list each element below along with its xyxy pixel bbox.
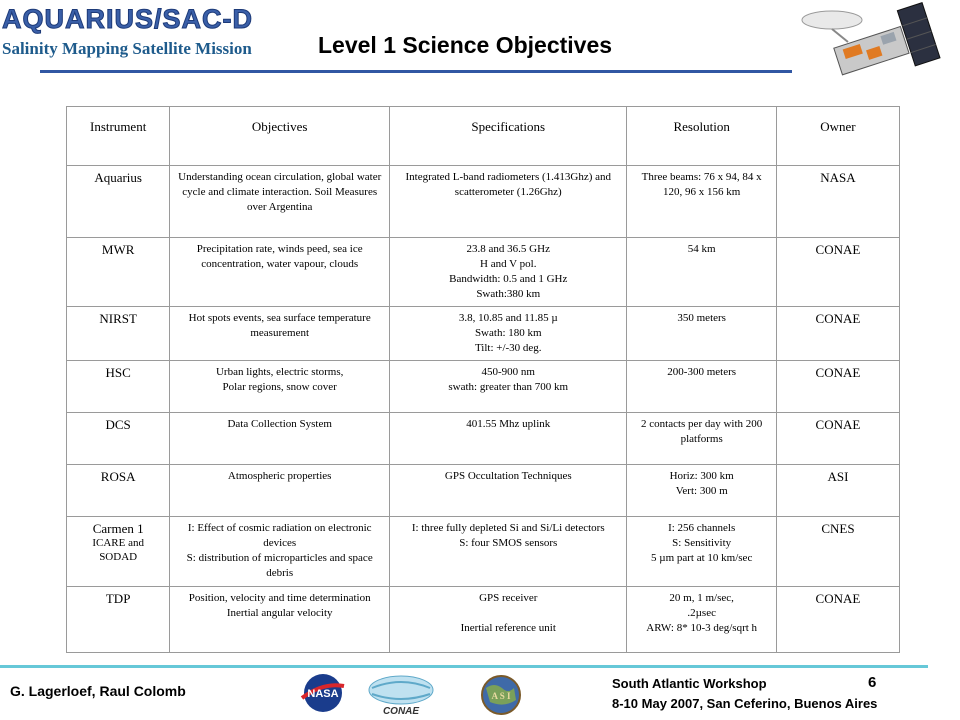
instrument-name: NIRST [99, 311, 137, 326]
cell-objectives [170, 587, 390, 653]
table-row [67, 307, 900, 361]
cell-resolution [627, 238, 776, 307]
cell-objectives [170, 413, 390, 465]
cell-resolution-text: 350 meters [677, 312, 726, 324]
cell-owner-text: CONAE [815, 417, 861, 432]
svg-text:A S I: A S I [491, 691, 511, 701]
header-rule [40, 70, 792, 73]
cell-specifications-text: 3.8, 10.85 and 11.85 µ Swath: 180 km Tilt: +/-30 deg. [458, 312, 558, 354]
column-header-instrument: Instrument [67, 107, 170, 166]
workshop-info [612, 674, 877, 714]
authors: G. Lagerloef, Raul Colomb [10, 683, 186, 699]
cell-specifications-text: I: three fully depleted Si and Si/Li detectors S: four SMOS sensors [411, 522, 605, 549]
cell-specifications [390, 587, 627, 653]
table-row [67, 517, 900, 587]
workshop-name: South Atlantic Workshop [612, 676, 767, 691]
cell-resolution [627, 413, 776, 465]
cell-owner [776, 307, 899, 361]
cell-objectives [170, 307, 390, 361]
cell-instrument [67, 238, 170, 307]
page-number: 6 [868, 674, 877, 691]
table-row [67, 238, 900, 307]
cell-owner [776, 238, 899, 307]
cell-resolution [627, 307, 776, 361]
logo-text: AQUARIUS/SAC-D [2, 4, 254, 34]
cell-specifications-text: 450-900 nm swath: greater than 700 km [448, 366, 569, 393]
cell-owner [776, 465, 899, 517]
workshop-date-place: 8-10 May 2007, San Ceferino, Buenos Aires [612, 696, 878, 711]
cell-resolution-text: 200-300 meters [667, 366, 737, 378]
cell-owner-text: ASI [827, 469, 849, 484]
cell-owner-text: CONAE [815, 311, 861, 326]
cell-specifications [390, 465, 627, 517]
cell-owner-text: NASA [820, 170, 856, 185]
cell-objectives [170, 238, 390, 307]
cell-owner-text: CONAE [815, 365, 861, 380]
svg-text:CONAE: CONAE [382, 706, 420, 716]
instrument-name: DCS [105, 417, 131, 432]
cell-resolution-text: Three beams: 76 x 94, 84 x 120, 96 x 156 km [641, 171, 762, 198]
cell-resolution [627, 166, 776, 238]
table-header-row [67, 107, 900, 166]
instrument-subname: ICARE and SODAD [92, 537, 144, 563]
cell-resolution [627, 465, 776, 517]
column-header-specifications: Specifications [390, 107, 627, 166]
cell-owner-text: CNES [821, 521, 855, 536]
cell-specifications-text: GPS Occultation Techniques [444, 470, 572, 482]
cell-instrument [67, 465, 170, 517]
cell-objectives [170, 517, 390, 587]
conae-logo [366, 674, 436, 716]
table-row [67, 587, 900, 653]
cell-objectives-text: Atmospheric properties [227, 470, 332, 482]
cell-objectives-text: Urban lights, electric storms, Polar regions, snow cover [215, 366, 344, 393]
cell-objectives-text: Data Collection System [227, 418, 332, 430]
cell-specifications [390, 361, 627, 413]
cell-owner [776, 413, 899, 465]
cell-objectives-text: Position, velocity and time determination Inertial angular velocity [188, 592, 371, 619]
cell-instrument [67, 587, 170, 653]
cell-specifications-text: 401.55 Mhz uplink [466, 418, 551, 430]
cell-resolution-text: Horiz: 300 km Vert: 300 m [669, 470, 734, 497]
table-row [67, 361, 900, 413]
cell-resolution [627, 517, 776, 587]
instrument-name: HSC [105, 365, 131, 380]
cell-resolution-text: I: 256 channels S: Sensitivity 5 µm part at 10 km/sec [650, 522, 753, 564]
cell-objectives [170, 465, 390, 517]
cell-specifications [390, 307, 627, 361]
table-row [67, 465, 900, 517]
cell-resolution-text: 2 contacts per day with 200 platforms [641, 418, 763, 445]
cell-specifications [390, 238, 627, 307]
cell-specifications [390, 517, 627, 587]
cell-instrument [67, 166, 170, 238]
cell-specifications [390, 166, 627, 238]
cell-specifications-text: 23.8 and 36.5 GHz H and V pol. Bandwidth: 0.5 and 1 GHz Swath:380 km [449, 243, 568, 300]
cell-owner [776, 166, 899, 238]
aquarius-sacd-logo [2, 0, 302, 38]
instrument-name: Aquarius [94, 170, 142, 185]
cell-objectives [170, 361, 390, 413]
instrument-name: MWR [101, 242, 135, 257]
cell-objectives-text: Understanding ocean circulation, global water cycle and climate interaction. Soil Measures over Argentina [178, 171, 382, 213]
column-header-objectives: Objectives [170, 107, 390, 166]
cell-specifications [390, 413, 627, 465]
mission-subtitle: Salinity Mapping Satellite Mission [2, 39, 252, 58]
cell-instrument [67, 361, 170, 413]
cell-instrument [67, 307, 170, 361]
page-title: Level 1 Science Objectives [318, 32, 613, 58]
cell-resolution [627, 361, 776, 413]
cell-resolution [627, 587, 776, 653]
cell-objectives [170, 166, 390, 238]
cell-resolution-text: 54 km [687, 243, 716, 255]
table-row [67, 413, 900, 465]
table-row [67, 166, 900, 238]
cell-objectives-text: Precipitation rate, winds peed, sea ice concentration, water vapour, clouds [196, 243, 363, 270]
cell-objectives-text: I: Effect of cosmic radiation on electronic devices S: distribution of microparticles and space debris [186, 522, 373, 579]
column-header-owner: Owner [776, 107, 899, 166]
instrument-name: ROSA [100, 469, 136, 484]
cell-owner [776, 587, 899, 653]
cell-owner-text: CONAE [815, 242, 861, 257]
cell-specifications-text: Integrated L-band radiometers (1.413Ghz) and scatterometer (1.26Ghz) [405, 171, 612, 198]
asi-logo [474, 674, 528, 716]
nasa-logo [298, 672, 348, 714]
cell-resolution-text: 20 m, 1 m/sec, .2µsec ARW: 8* 10-3 deg/sqrt h [646, 592, 758, 634]
science-objectives-table [66, 106, 900, 653]
cell-owner-text: CONAE [815, 591, 861, 606]
instrument-name: Carmen 1 [92, 521, 144, 536]
cell-owner [776, 517, 899, 587]
cell-specifications-text: GPS receiver Inertial reference unit [460, 592, 556, 634]
footer-rule [0, 665, 928, 668]
cell-objectives-text: Hot spots events, sea surface temperature measurement [188, 312, 371, 339]
svg-text:NASA: NASA [307, 688, 339, 700]
column-header-resolution: Resolution [627, 107, 776, 166]
cell-instrument [67, 413, 170, 465]
instrument-name: TDP [105, 591, 131, 606]
cell-owner [776, 361, 899, 413]
cell-instrument [67, 517, 170, 587]
satellite-icon [796, 2, 956, 88]
